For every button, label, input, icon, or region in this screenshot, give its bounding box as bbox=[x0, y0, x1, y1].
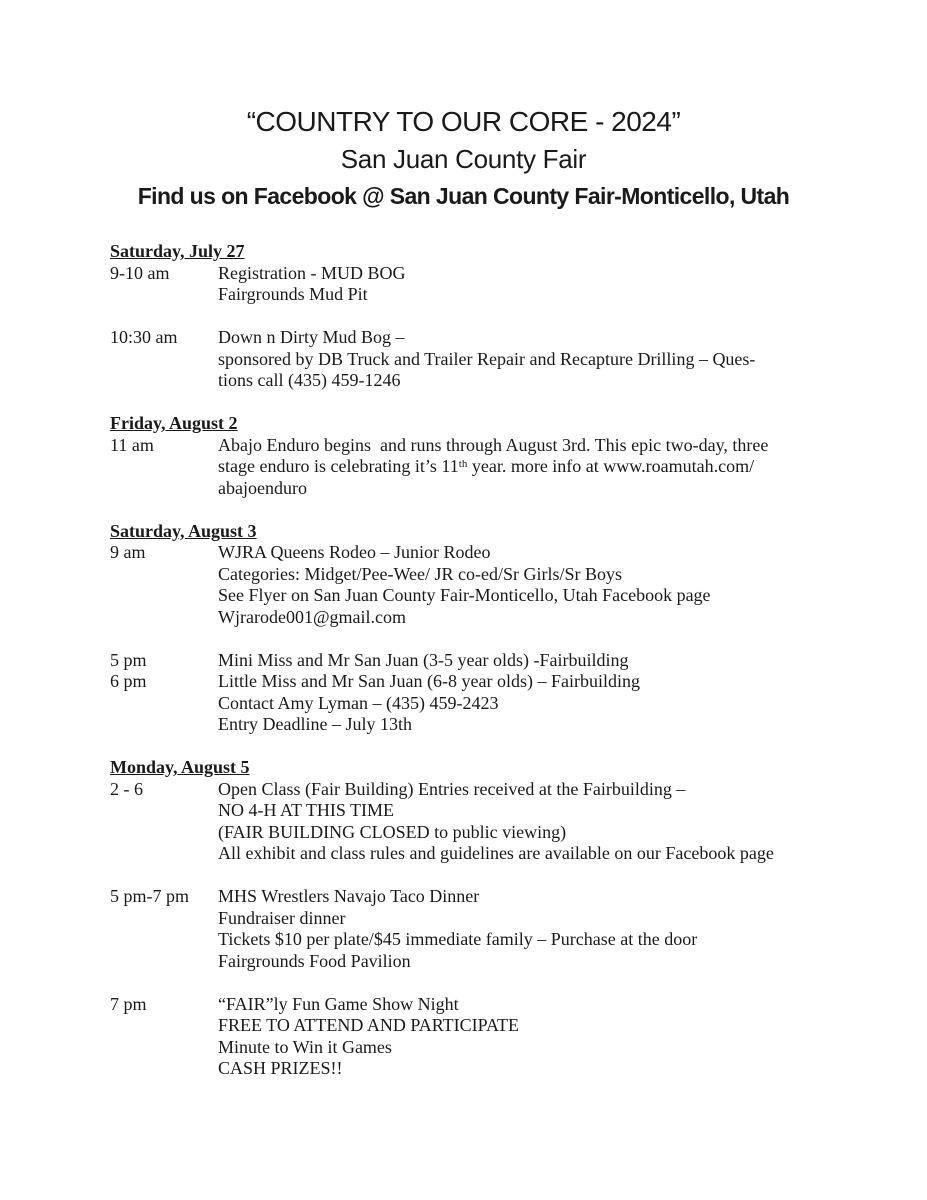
event-description bbox=[218, 994, 900, 1080]
schedule-section bbox=[110, 413, 900, 499]
event-time: 10:30 am bbox=[110, 327, 178, 347]
fair-schedule bbox=[110, 241, 900, 1080]
event-time: 5 pm-7 pm bbox=[110, 886, 189, 906]
event-detail-line: Tickets $10 per plate/$45 immediate family – Purchase at the door bbox=[218, 929, 698, 949]
event-row bbox=[110, 779, 900, 865]
event-detail-line: Registration - MUD BOG bbox=[218, 262, 406, 283]
event-description bbox=[218, 542, 900, 628]
event-time: 7 pm bbox=[110, 993, 147, 1014]
event-detail-line: (FAIR BUILDING CLOSED to public viewing) bbox=[218, 821, 567, 842]
event-detail-line: abajoenduro bbox=[218, 477, 307, 498]
event-description bbox=[218, 650, 900, 672]
schedule-section bbox=[110, 241, 900, 392]
event-row bbox=[110, 263, 900, 306]
event-row bbox=[110, 327, 900, 392]
event-detail-line: tions call (435) 459-1246 bbox=[218, 370, 401, 390]
fair-theme-title: “COUNTRY TO OUR CORE - 2024” bbox=[246, 106, 681, 137]
event-detail-line: Categories: Midget/Pee-Wee/ JR co-ed/Sr Girls/Sr Boys bbox=[218, 563, 622, 584]
event-time: 6 pm bbox=[110, 671, 147, 691]
event-detail-line: Abajo Enduro begins and runs through August 3rd. This epic two-day, three bbox=[218, 434, 769, 455]
event-detail-line: Fundraiser dinner bbox=[218, 907, 346, 928]
event-row bbox=[110, 650, 900, 672]
section-date-heading: Friday, August 2 bbox=[110, 413, 238, 433]
event-detail-line: Wjrarode001@gmail.com bbox=[218, 606, 407, 627]
event-description bbox=[218, 886, 900, 972]
event-time: 5 pm bbox=[110, 649, 147, 670]
event-detail-line: Little Miss and Mr San Juan (6-8 year olds) – Fairbuilding bbox=[218, 671, 640, 691]
fair-name-title: San Juan County Fair bbox=[340, 144, 587, 174]
event-detail-line: MHS Wrestlers Navajo Taco Dinner bbox=[218, 886, 480, 906]
section-date-heading: Saturday, August 3 bbox=[110, 520, 257, 541]
event-detail-line: Open Class (Fair Building) Entries received at the Fairbuilding – bbox=[218, 778, 686, 799]
event-detail-line: See Flyer on San Juan County Fair-Monticello, Utah Facebook page bbox=[218, 585, 711, 605]
event-row bbox=[110, 671, 900, 736]
schedule-section bbox=[110, 521, 900, 736]
event-detail-line: sponsored by DB Truck and Trailer Repair and Recapture Drilling – Ques- bbox=[218, 348, 756, 369]
event-description bbox=[218, 779, 900, 865]
event-row bbox=[110, 435, 900, 500]
schedule-section bbox=[110, 757, 900, 1080]
event-detail-line: WJRA Queens Rodeo – Junior Rodeo bbox=[218, 542, 491, 562]
event-detail-line: FREE TO ATTEND AND PARTICIPATE bbox=[218, 1015, 519, 1035]
event-detail-line: Minute to Win it Games bbox=[218, 1036, 392, 1057]
event-description bbox=[218, 435, 900, 500]
event-description bbox=[218, 327, 900, 392]
event-time: 11 am bbox=[110, 434, 154, 455]
event-time: 9 am bbox=[110, 542, 146, 562]
event-row bbox=[110, 886, 900, 972]
facebook-info-line: Find us on Facebook @ San Juan County Fair-Monticello, Utah bbox=[137, 183, 790, 209]
section-date-heading: Saturday, July 27 bbox=[110, 241, 245, 261]
event-detail-line: NO 4-H AT THIS TIME bbox=[218, 800, 395, 820]
section-date-heading: Monday, August 5 bbox=[110, 757, 250, 777]
event-row bbox=[110, 994, 900, 1080]
event-description bbox=[218, 671, 900, 736]
event-detail-line: Contact Amy Lyman – (435) 459-2423 bbox=[218, 692, 499, 713]
event-detail-line: Mini Miss and Mr San Juan (3-5 year olds) -Fairbuilding bbox=[218, 649, 629, 670]
event-detail-line: stage enduro is celebrating it’s 11th year. more info at www.roamutah.com/ bbox=[218, 456, 755, 476]
event-time: 2 - 6 bbox=[110, 778, 143, 799]
event-time: 9-10 am bbox=[110, 262, 170, 283]
event-detail-line: Entry Deadline – July 13th bbox=[218, 714, 412, 734]
event-detail-line: “FAIR”ly Fun Game Show Night bbox=[218, 993, 459, 1014]
flyer-header bbox=[0, 103, 927, 215]
event-row bbox=[110, 542, 900, 628]
event-detail-line: Fairgrounds Food Pavilion bbox=[218, 950, 411, 971]
event-detail-line: CASH PRIZES!! bbox=[218, 1058, 343, 1078]
event-detail-line: All exhibit and class rules and guidelines are available on our Facebook page bbox=[218, 843, 774, 863]
event-description bbox=[218, 263, 900, 306]
event-detail-line: Fairgrounds Mud Pit bbox=[218, 284, 368, 304]
event-detail-line: Down n Dirty Mud Bog – bbox=[218, 327, 405, 347]
